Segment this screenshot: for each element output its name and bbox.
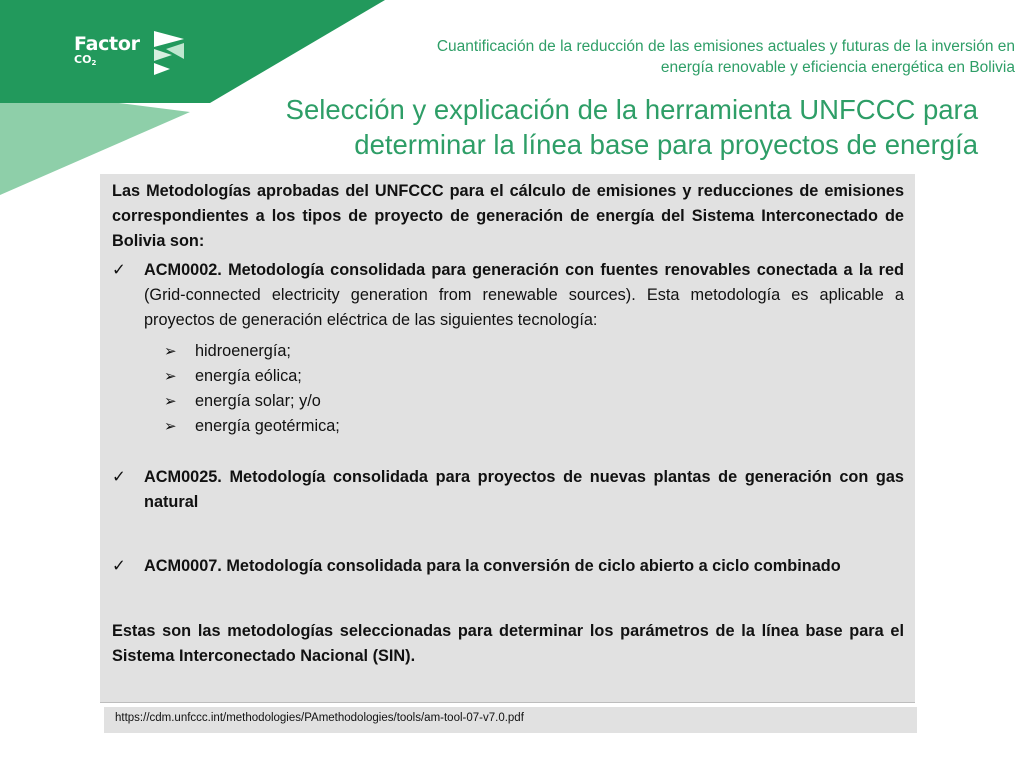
arrow-bullet-icon: ➢ [164,343,177,360]
logo-co-text: CO [74,53,92,66]
slide-title [118,92,978,162]
intro-paragraph: Las Metodologías aprobadas del UNFCCC para el cálculo de emisiones y reducciones de emisiones correspondientes a los tipos de proyecto de generación de energía del Sistema Interconectado de Bolivia son: [112,182,904,250]
arrow-bullet-icon: ➢ [164,368,177,385]
conclusion-paragraph [112,619,904,669]
technology-item [112,364,904,389]
checkmark-icon: ✓ [112,468,126,486]
arrow-bullet-icon: ➢ [164,393,177,410]
source-link-box [104,707,917,733]
logo-word: Factor [74,33,140,55]
acm0007-title: ACM0007. Metodología consolidada para la conversión de ciclo abierto a ciclo combinado [144,557,841,575]
header-subtitle-line2: energía renovable y eficiencia energética en Bolivia [660,59,1015,76]
factor-co2-logo [74,34,140,69]
header-subtitle [295,36,1015,78]
slide-title-line2: determinar la línea base para proyectos de energía [354,129,978,160]
header-subtitle-line1: Cuantificación de la reducción de las emisiones actuales y futuras de la inversión en [436,38,1015,55]
checkmark-icon: ✓ [112,557,126,575]
technology-item [112,414,904,439]
acm0002-title: ACM0002. Metodología consolidada para generación con fuentes renovables conectada a la red [144,261,904,279]
technology-item [112,389,904,414]
source-link[interactable]: https://cdm.unfccc.int/methodologies/PAmethodologies/tools/am-tool-07-v7.0.pdf [115,712,524,724]
logo-co2 [74,54,140,69]
technology-label: energía solar; y/o [195,392,321,410]
arrow-bullet-icon: ➢ [164,418,177,435]
methodology-acm0007 [112,554,904,579]
technology-label: hidroenergía; [195,342,291,360]
acm0002-description: (Grid-connected electricity generation from renewable sources). Esta metodología es aplicable a proyectos de generación eléctrica de las siguientes tecnología: [144,286,904,329]
content-text [112,179,904,669]
logo-co-subscript: 2 [91,59,97,67]
methodology-acm0025 [112,465,904,515]
acm0025-title: ACM0025. Metodología consolidada para proyectos de nuevas plantas de generación con gas natural [144,468,904,511]
technology-label: energía geotérmica; [195,417,340,435]
methodology-acm0002 [112,258,904,333]
technology-item [112,339,904,364]
content-box [100,174,915,703]
conclusion-text: Estas son las metodologías seleccionadas para determinar los parámetros de la línea base para el Sistema Interconectado Nacional (SIN). [112,622,904,665]
logo-leaf-icon [152,29,186,77]
slide-title-line1: Selección y explicación de la herramienta UNFCCC para [285,94,978,125]
technology-label: energía eólica; [195,367,302,385]
checkmark-icon: ✓ [112,261,126,279]
